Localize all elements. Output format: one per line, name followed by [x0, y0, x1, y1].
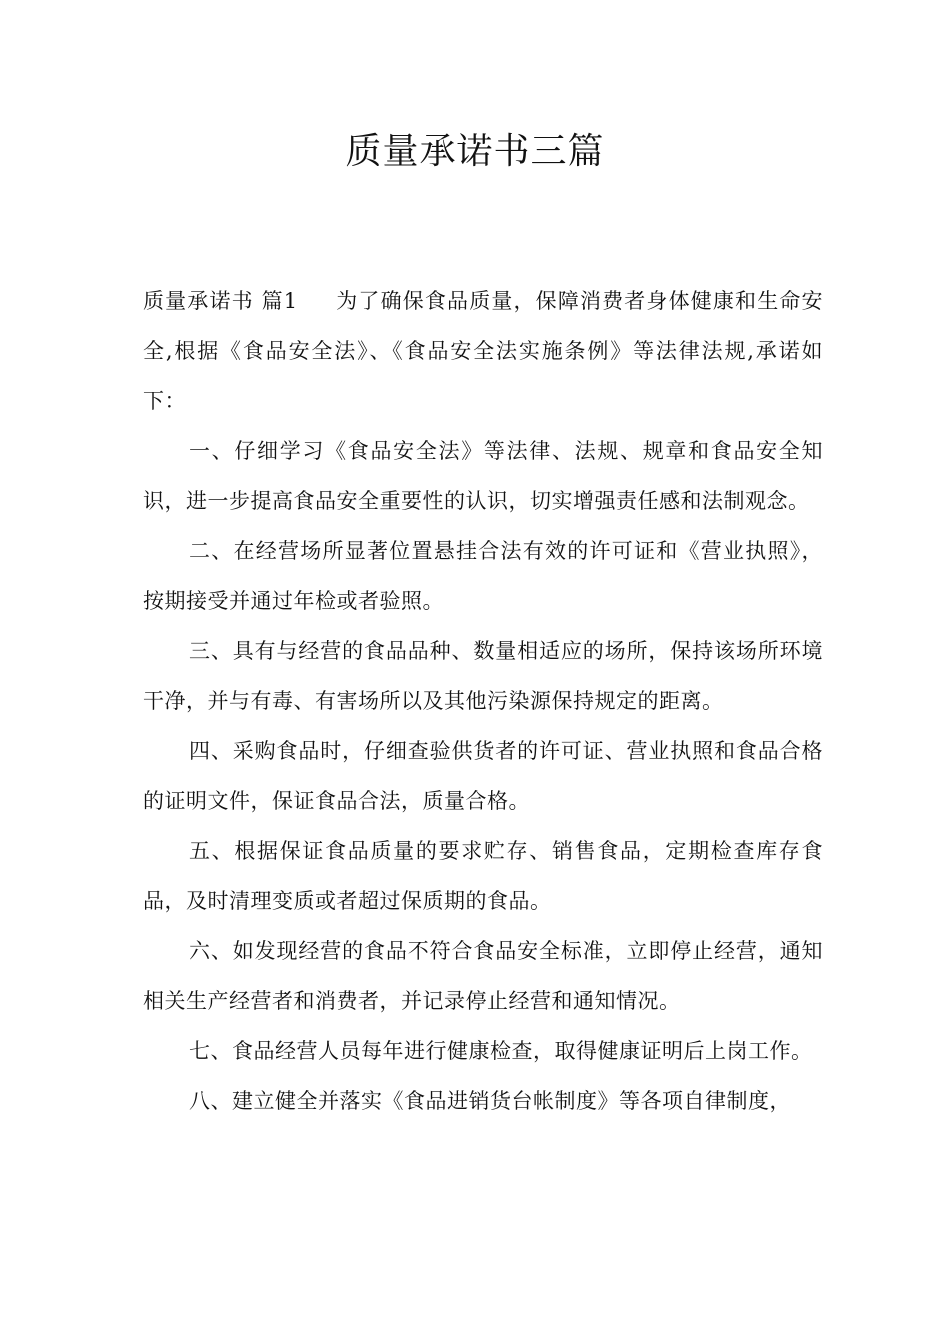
document-body — [143, 276, 823, 1126]
intro-text: 为了确保食品质量，保障消费者身体健康和生命安全,根据《食品安全法》、《食品安全法实施条例》等法律法规,承诺如下： — [143, 289, 824, 413]
commitment-item-2: 二、在经营场所显著位置悬挂合法有效的许可证和《营业执照》，按期接受并通过年检或者验照。 — [143, 539, 823, 613]
commitment-item-7: 七、食品经营人员每年进行健康检查，取得健康证明后上岗工作。 — [189, 1039, 813, 1063]
commitment-item-1: 一、仔细学习《食品安全法》等法律、法规、规章和食品安全知识，进一步提高食品安全重要性的认识，切实增强责任感和法制观念。 — [143, 439, 823, 513]
commitment-item-8: 八、建立健全并落实《食品进销货台帐制度》等各项自律制度， — [189, 1089, 791, 1113]
commitment-item-3: 三、具有与经营的食品品种、数量相适应的场所，保持该场所环境干净，并与有毒、有害场所以及其他污染源保持规定的距离。 — [143, 639, 823, 713]
commitment-item-6: 六、如发现经营的食品不符合食品安全标准，立即停止经营，通知相关生产经营者和消费者，并记录停止经营和通知情况。 — [143, 939, 823, 1013]
intro-paragraph — [143, 276, 823, 426]
document-title: 质量承诺书三篇 — [345, 131, 605, 172]
section-label: 质量承诺书 篇1 — [143, 289, 298, 313]
commitment-item-5: 五、根据保证食品质量的要求贮存、销售食品，定期检查库存食品，及时清理变质或者超过保质期的食品。 — [143, 839, 823, 913]
commitment-item-4: 四、采购食品时，仔细查验供货者的许可证、营业执照和食品合格的证明文件，保证食品合法，质量合格。 — [143, 739, 823, 813]
